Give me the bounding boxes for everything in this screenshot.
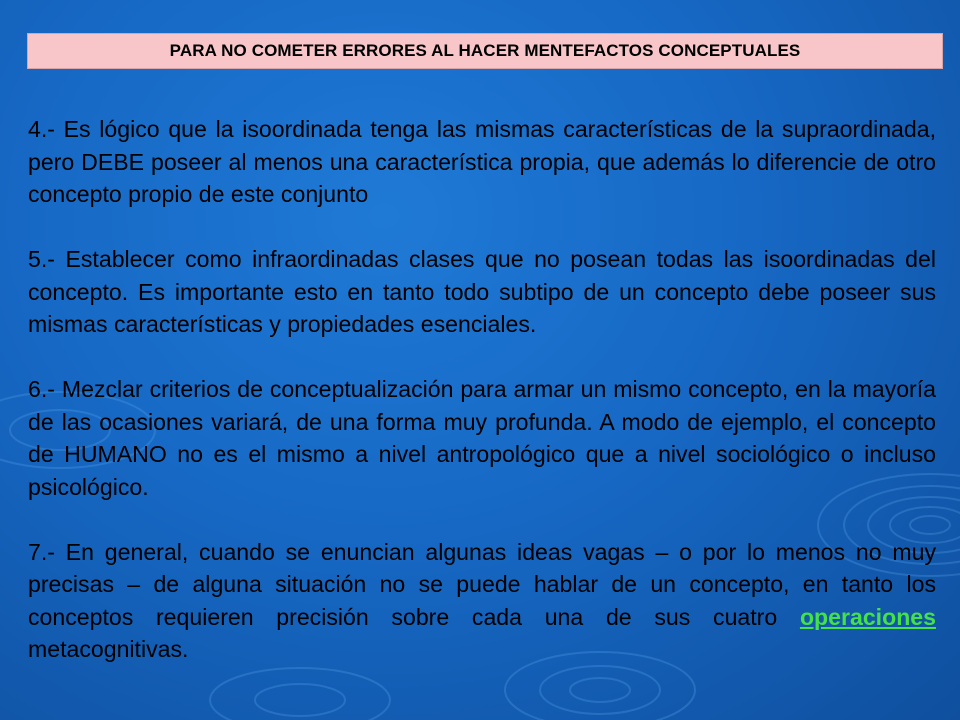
paragraph-4: 4.- Es lógico que la isoordinada tenga las mismas características de la supraordinada, pero DEBE poseer al menos una característica propia, que además lo diferencie de otro concepto propio de este conjunto xyxy=(28,116,936,207)
paragraph-7 xyxy=(28,536,936,666)
paragraph-6: 6.- Mezclar criterios de conceptualización para armar un mismo concepto, en la mayoría de las ocasiones variará, de una forma muy profunda. A modo de ejemplo, el concepto de HUMANO no es el mismo a nivel antropológico que a nivel sociológico o incluso psicológico. xyxy=(28,376,936,500)
paragraph-5: 5.- Establecer como infraordinadas clases que no posean todas las isoordinadas del concepto. Es importante esto en tanto todo subtipo de un concepto debe poseer sus mismas características y propiedades esenciales. xyxy=(28,246,936,337)
content-body xyxy=(28,113,936,666)
title-banner xyxy=(27,33,943,69)
paragraph-7-text: 7.- En general, cuando se enuncian algunas ideas vagas – o por lo menos no muy precisas – de alguna situación no se puede hablar de un concepto, en tanto los conceptos requieren precisión sobre cada una de sus cuatro xyxy=(28,538,936,630)
operaciones-link[interactable]: operaciones xyxy=(799,603,936,630)
paragraph-7-text-end: metacognitivas. xyxy=(28,636,189,662)
page-title: PARA NO COMETER ERRORES AL HACER MENTEFACTOS CONCEPTUALES xyxy=(169,41,801,60)
